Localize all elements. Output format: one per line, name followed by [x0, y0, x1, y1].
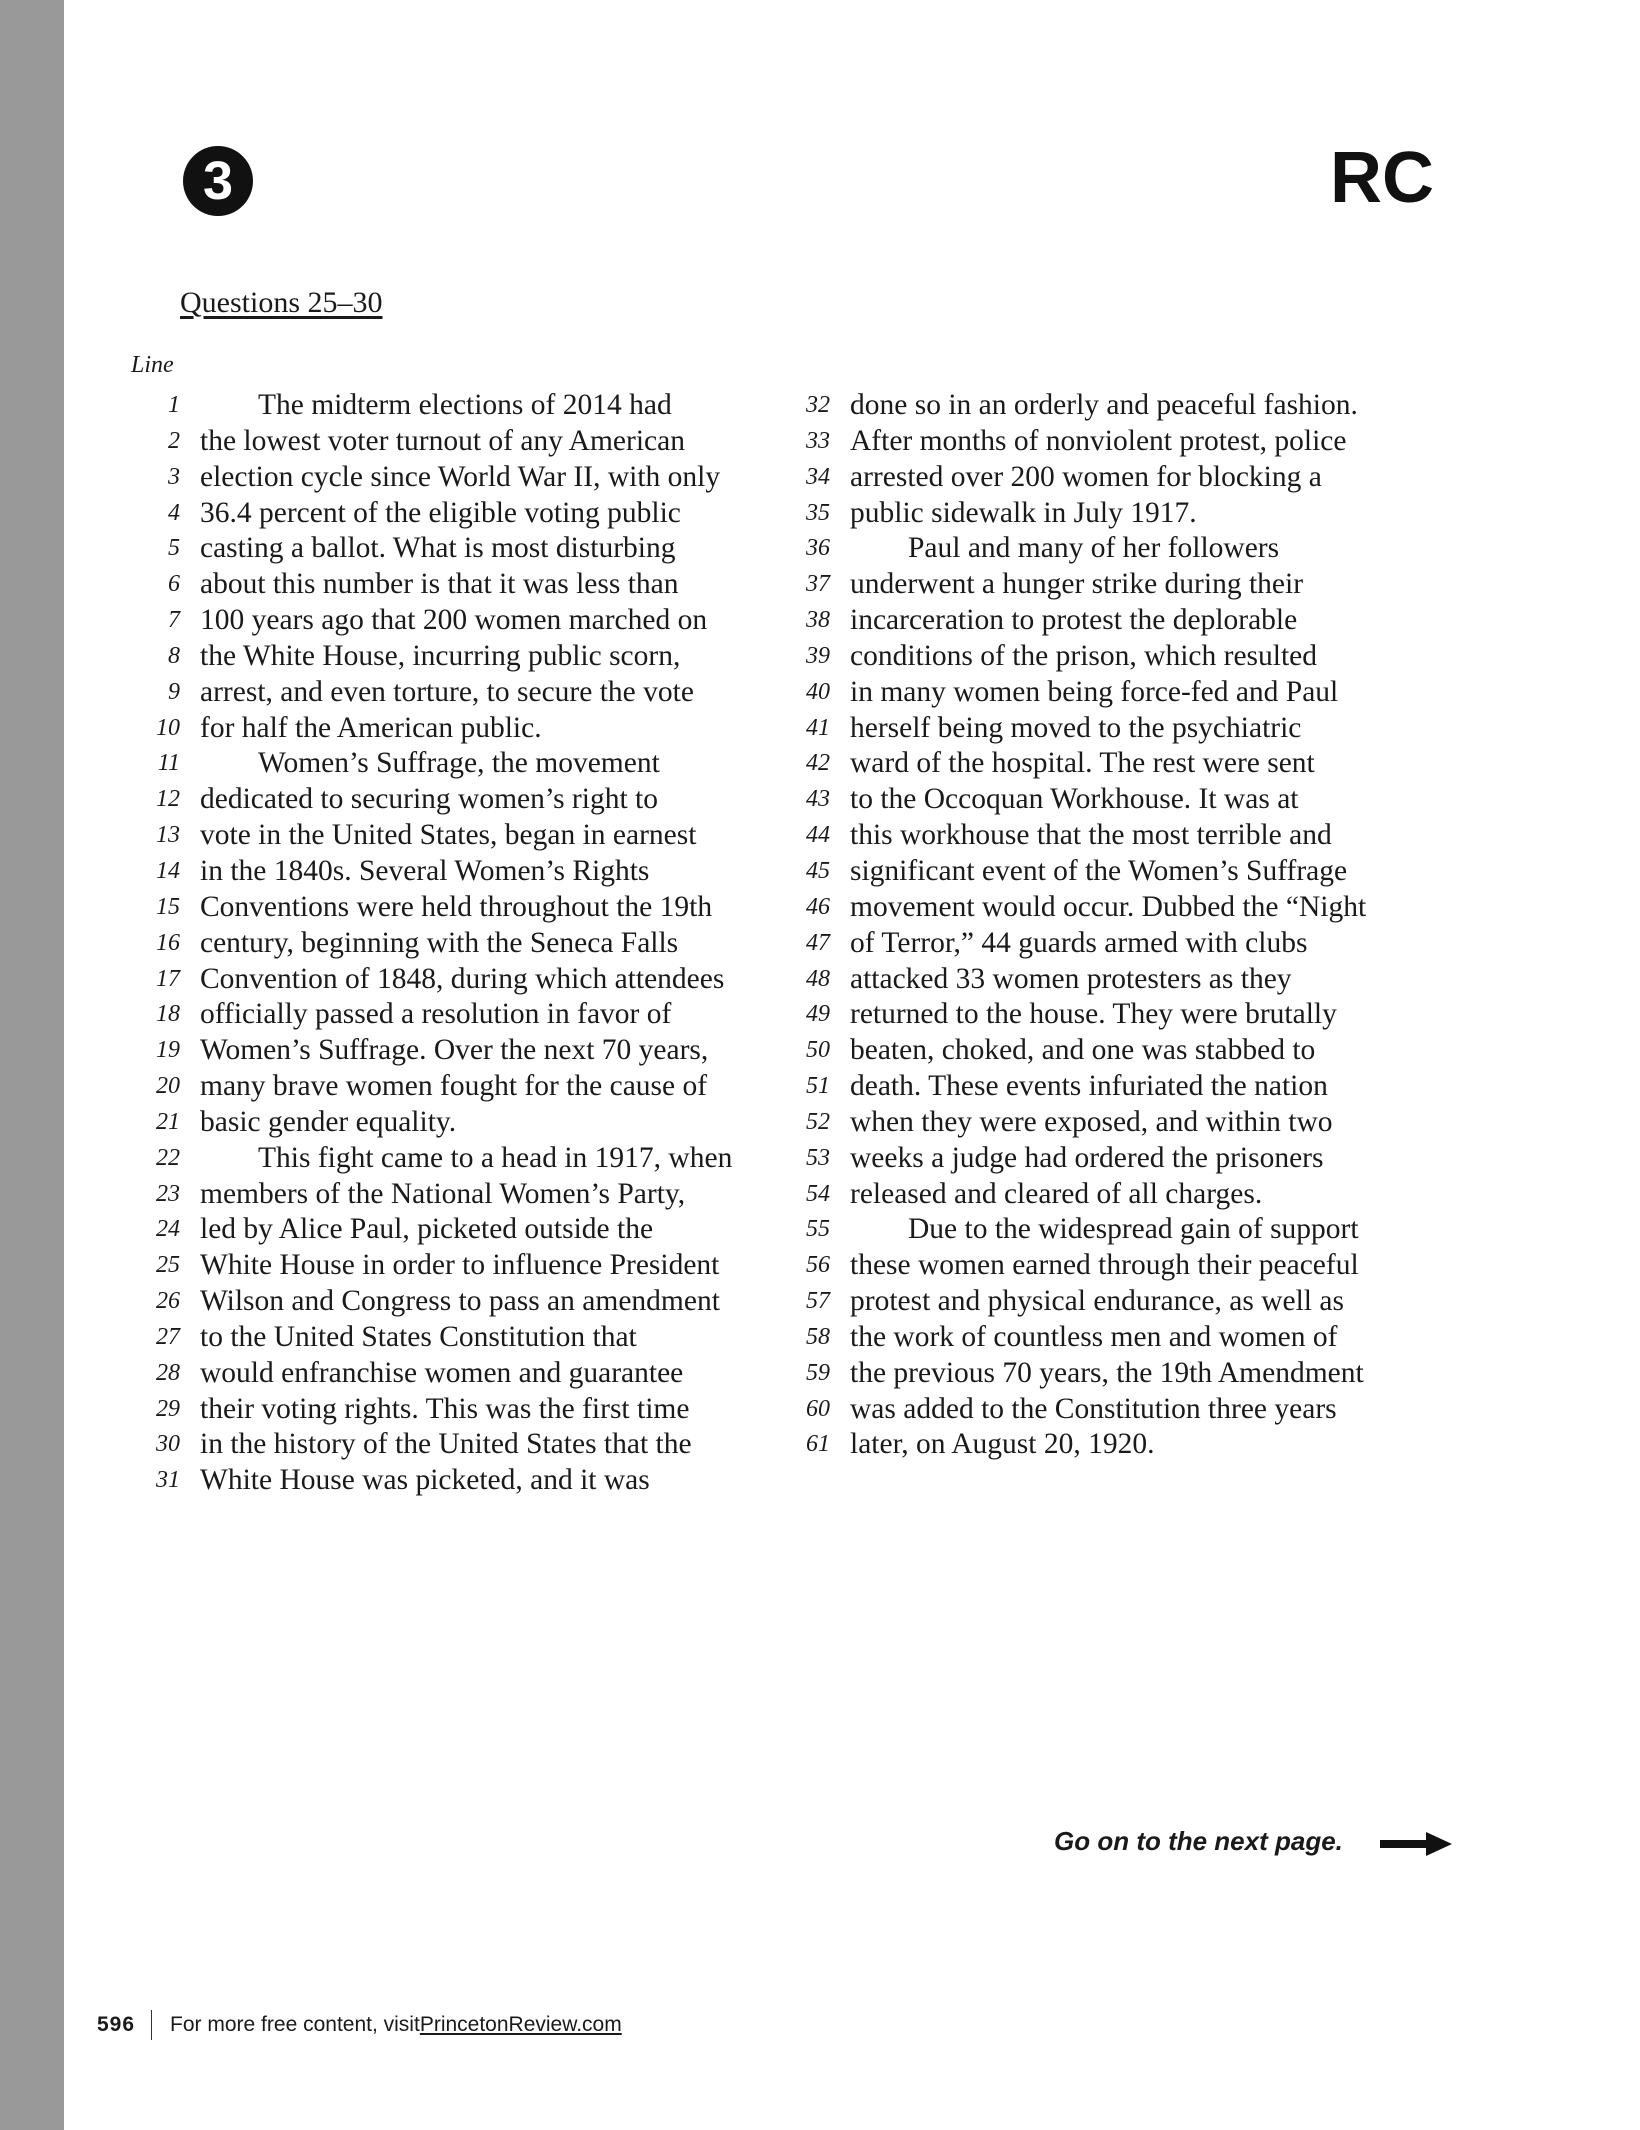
- passage-line: [780, 1356, 1366, 1392]
- line-number: 56: [806, 1252, 830, 1279]
- line-text: Due to the widespread gain of support: [908, 1213, 1359, 1246]
- line-text: many brave women fought for the cause of: [200, 1070, 708, 1103]
- line-number: 13: [156, 822, 180, 849]
- line-text: Women’s Suffrage. Over the next 70 years,: [200, 1034, 709, 1067]
- line-number: 61: [806, 1431, 830, 1458]
- line-number: 1: [168, 392, 180, 418]
- line-text: returned to the house. They were brutally: [850, 998, 1337, 1031]
- line-number: 7: [168, 607, 180, 634]
- line-text: After months of nonviolent protest, police: [850, 424, 1347, 457]
- line-text: protest and physical endurance, as well as: [850, 1285, 1344, 1318]
- line-number: 52: [806, 1108, 830, 1135]
- line-number: 28: [156, 1359, 180, 1386]
- line-text: the previous 70 years, the 19th Amendment: [850, 1356, 1364, 1389]
- line-text: White House was picketed, and it was: [200, 1464, 650, 1497]
- passage-line: [130, 746, 732, 782]
- questions-header: Questions 25–30: [180, 286, 383, 319]
- line-number: 37: [806, 571, 830, 598]
- passage-line: [130, 890, 732, 926]
- passage-line: [780, 424, 1366, 460]
- line-text: Convention of 1848, during which attendees: [200, 962, 725, 995]
- line-number: 27: [156, 1323, 180, 1350]
- line-number: 40: [806, 678, 830, 705]
- line-number: 51: [806, 1073, 830, 1100]
- passage-line: [130, 1427, 732, 1463]
- line-text: attacked 33 women protesters as they: [850, 962, 1292, 995]
- line-text: was added to the Constitution three years: [850, 1392, 1337, 1425]
- passage-line: [780, 1105, 1366, 1141]
- line-text: death. These events infuriated the nation: [850, 1070, 1328, 1103]
- line-number: 42: [806, 750, 830, 777]
- line-text: Women’s Suffrage, the movement: [258, 747, 660, 780]
- line-text: Paul and many of her followers: [908, 532, 1280, 565]
- line-number: 11: [157, 750, 180, 777]
- passage-line: [130, 460, 732, 496]
- line-number: 8: [168, 642, 180, 669]
- passage-line: [780, 567, 1366, 603]
- line-number: 15: [156, 893, 180, 920]
- line-number: 45: [806, 857, 830, 884]
- line-text: for half the American public.: [200, 711, 542, 744]
- line-number: 58: [806, 1323, 830, 1350]
- passage-line: [780, 603, 1366, 639]
- passage-line: [130, 854, 732, 890]
- line-text: This fight came to a head in 1917, when: [258, 1141, 733, 1174]
- line-text: White House in order to influence President: [200, 1249, 720, 1282]
- footer-text: For more free content, visit: [170, 2013, 420, 2036]
- line-text: century, beginning with the Seneca Falls: [200, 926, 679, 959]
- line-number: 21: [156, 1108, 180, 1135]
- line-number: 39: [806, 642, 830, 669]
- line-number: 18: [156, 1001, 180, 1028]
- passage-line: [130, 639, 732, 675]
- passage-line: [780, 531, 1366, 567]
- line-number: 50: [806, 1037, 830, 1064]
- line-text: underwent a hunger strike during their: [850, 568, 1304, 601]
- line-number: 29: [156, 1395, 180, 1422]
- passage-line: [130, 926, 732, 962]
- line-text: casting a ballot. What is most disturbing: [200, 532, 676, 565]
- passage-line: [130, 424, 732, 460]
- line-text: public sidewalk in July 1917.: [850, 496, 1197, 529]
- line-text: 36.4 percent of the eligible voting public: [200, 496, 681, 529]
- passage-line: [780, 1427, 1366, 1463]
- passage-line: [130, 1212, 732, 1248]
- passage-line: [780, 388, 1366, 424]
- passage-column-left: [130, 388, 732, 1499]
- line-text: Wilson and Congress to pass an amendment: [200, 1285, 720, 1318]
- line-text: the work of countless men and women of: [850, 1320, 1338, 1353]
- line-number: 47: [806, 929, 830, 956]
- line-number: 54: [806, 1180, 830, 1207]
- line-text: about this number is that it was less than: [200, 568, 679, 601]
- passage-line: [780, 1320, 1366, 1356]
- passage-line: [130, 1177, 732, 1213]
- line-number: 48: [806, 965, 830, 992]
- passage-line: [780, 782, 1366, 818]
- passage-line: [130, 531, 732, 567]
- passage-line: [130, 1105, 732, 1141]
- passage-line: [780, 1033, 1366, 1069]
- line-number: 35: [806, 499, 830, 526]
- line-text: basic gender equality.: [200, 1105, 457, 1138]
- line-text: members of the National Women’s Party,: [200, 1177, 686, 1210]
- passage-line: [780, 962, 1366, 998]
- page-edge-bar: [0, 0, 64, 2130]
- line-number: 16: [156, 929, 180, 956]
- footer: [97, 2010, 622, 2040]
- line-text: in the 1840s. Several Women’s Rights: [200, 854, 650, 887]
- passage-line: [130, 1463, 732, 1499]
- passage-line: [130, 1284, 732, 1320]
- line-text: released and cleared of all charges.: [850, 1177, 1263, 1210]
- line-number: 22: [156, 1144, 180, 1171]
- passage-line: [130, 496, 732, 532]
- line-number: 38: [806, 607, 830, 634]
- line-text: would enfranchise women and guarantee: [200, 1356, 684, 1389]
- passage-line: [130, 997, 732, 1033]
- line-number: 55: [806, 1216, 830, 1243]
- passage-line: [780, 460, 1366, 496]
- line-text: dedicated to securing women’s right to: [200, 783, 658, 816]
- line-number: 53: [806, 1144, 830, 1171]
- line-number: 25: [156, 1252, 180, 1279]
- line-number: 49: [806, 1001, 830, 1028]
- passage-line: [130, 567, 732, 603]
- line-number: 17: [156, 965, 180, 992]
- line-text: this workhouse that the most terrible and: [850, 819, 1332, 852]
- line-number: 32: [806, 392, 830, 418]
- line-text: weeks a judge had ordered the prisoners: [850, 1141, 1324, 1174]
- line-text: conditions of the prison, which resulted: [850, 639, 1318, 672]
- line-number: 31: [156, 1467, 180, 1494]
- line-number: 9: [168, 678, 180, 705]
- line-number: 26: [156, 1288, 180, 1315]
- line-text: in many women being force-fed and Paul: [850, 675, 1339, 708]
- passage-line: [130, 388, 732, 424]
- line-number: 46: [806, 893, 830, 920]
- page-number: 596: [97, 2013, 136, 2036]
- line-text: officially passed a resolution in favor of: [200, 998, 672, 1031]
- passage-line: [130, 1033, 732, 1069]
- arrow-right-icon: [1380, 1832, 1452, 1856]
- section-code: RC: [1330, 138, 1434, 218]
- passage-line: [780, 1248, 1366, 1284]
- passage-line: [130, 1356, 732, 1392]
- line-number: 57: [806, 1288, 830, 1315]
- line-number: 30: [156, 1431, 180, 1458]
- passage-line: [130, 603, 732, 639]
- passage-line: [130, 1392, 732, 1428]
- passage-line: [780, 1284, 1366, 1320]
- line-text: incarceration to protest the deplorable: [850, 604, 1298, 637]
- footer-link[interactable]: PrincetonReview.com: [419, 2013, 622, 2036]
- passage-line: [780, 997, 1366, 1033]
- passage-line: [780, 496, 1366, 532]
- line-text: herself being moved to the psychiatric: [850, 711, 1302, 744]
- passage-line: [780, 746, 1366, 782]
- line-text: when they were exposed, and within two: [850, 1105, 1333, 1138]
- line-text: these women earned through their peaceful: [850, 1249, 1359, 1282]
- line-text: The midterm elections of 2014 had: [258, 389, 672, 421]
- line-text: 100 years ago that 200 women marched on: [200, 604, 708, 637]
- line-number: 34: [806, 463, 830, 490]
- footer-divider: [151, 2010, 152, 2040]
- line-number: 43: [806, 786, 830, 813]
- passage-line: [130, 1069, 732, 1105]
- line-text: in the history of the United States that the: [200, 1428, 692, 1461]
- line-text: vote in the United States, began in earnest: [200, 819, 697, 852]
- passage-line: [780, 1069, 1366, 1105]
- line-number: 41: [806, 714, 830, 741]
- line-text: to the Occoquan Workhouse. It was at: [850, 783, 1299, 816]
- passage-line: [130, 782, 732, 818]
- line-number: 20: [156, 1073, 180, 1100]
- passage-line: [130, 711, 732, 747]
- line-number: 10: [156, 714, 180, 741]
- passage-line: [780, 890, 1366, 926]
- line-text: of Terror,” 44 guards armed with clubs: [850, 926, 1308, 959]
- line-text: their voting rights. This was the first time: [200, 1392, 690, 1425]
- passage-line: [780, 1141, 1366, 1177]
- line-text: arrested over 200 women for blocking a: [850, 460, 1322, 493]
- passage-line: [130, 1320, 732, 1356]
- line-number: 5: [168, 535, 180, 562]
- line-number: 2: [168, 427, 180, 454]
- line-text: Conventions were held throughout the 19th: [200, 890, 713, 923]
- line-text: the White House, incurring public scorn,: [200, 639, 681, 672]
- passage-line: [130, 818, 732, 854]
- passage-line: [780, 1212, 1366, 1248]
- passage-line: [130, 1141, 732, 1177]
- go-on-text: Go on to the next page.: [1054, 1826, 1343, 1856]
- line-label: Line: [131, 352, 174, 378]
- passage-line: [130, 1248, 732, 1284]
- line-number: 4: [168, 499, 180, 526]
- line-text: the lowest voter turnout of any American: [200, 424, 685, 457]
- line-number: 44: [806, 822, 830, 849]
- passage-line: [130, 962, 732, 998]
- line-number: 24: [156, 1216, 180, 1243]
- line-number: 6: [168, 571, 180, 598]
- passage-line: [780, 926, 1366, 962]
- line-number: 19: [156, 1037, 180, 1064]
- line-number: 59: [806, 1359, 830, 1386]
- line-number: 14: [156, 857, 180, 884]
- line-text: significant event of the Women’s Suffrage: [850, 854, 1348, 887]
- passage-line: [780, 854, 1366, 890]
- line-number: 33: [806, 427, 830, 454]
- line-text: led by Alice Paul, picketed outside the: [200, 1213, 654, 1246]
- passage-line: [780, 711, 1366, 747]
- passage-line: [780, 1177, 1366, 1213]
- line-number: 23: [156, 1180, 180, 1207]
- section-number-badge: 3: [183, 146, 253, 216]
- passage-line: [780, 675, 1366, 711]
- line-number: 36: [806, 535, 830, 562]
- passage-line: [130, 675, 732, 711]
- line-text: movement would occur. Dubbed the “Night: [850, 890, 1367, 923]
- line-text: to the United States Constitution that: [200, 1320, 637, 1353]
- passage-line: [780, 818, 1366, 854]
- line-number: 60: [806, 1395, 830, 1422]
- line-text: done so in an orderly and peaceful fashion.: [850, 389, 1358, 421]
- line-number: 12: [156, 786, 180, 813]
- line-text: election cycle since World War II, with only: [200, 460, 721, 493]
- line-number: 3: [168, 463, 180, 490]
- line-text: later, on August 20, 1920.: [850, 1428, 1155, 1461]
- line-text: ward of the hospital. The rest were sent: [850, 747, 1315, 780]
- passage-line: [780, 639, 1366, 675]
- line-text: beaten, choked, and one was stabbed to: [850, 1034, 1316, 1067]
- line-text: arrest, and even torture, to secure the vote: [200, 675, 694, 708]
- passage-column-right: [780, 388, 1366, 1463]
- passage-line: [780, 1392, 1366, 1428]
